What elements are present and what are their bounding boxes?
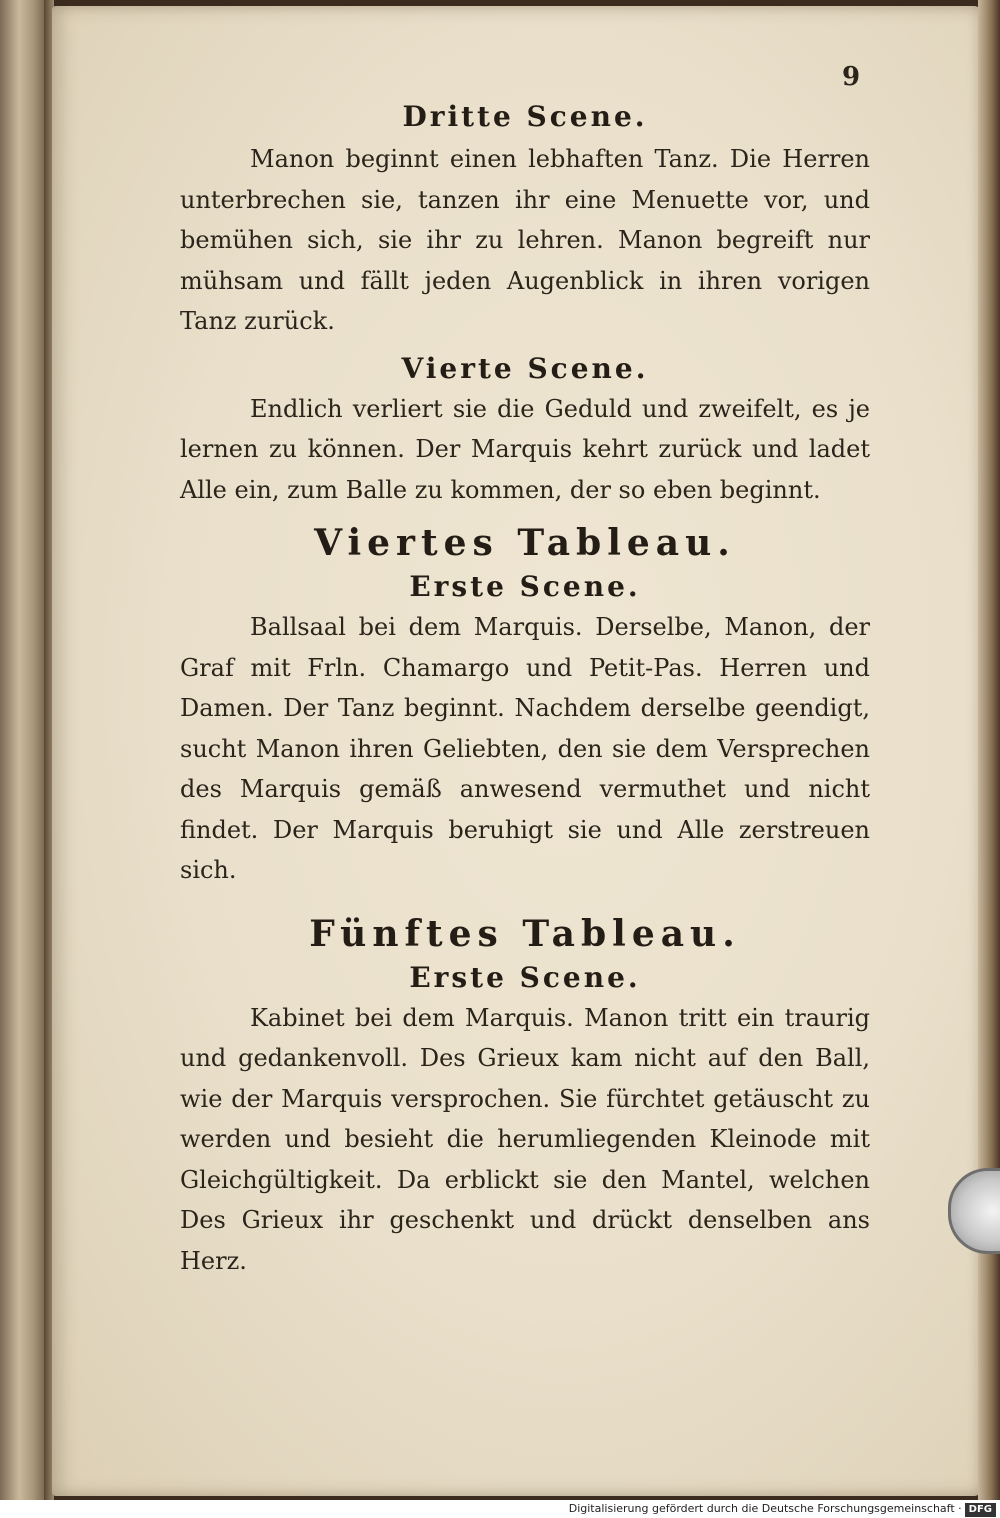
page-stack-edge [978, 0, 1000, 1500]
scene-heading: Vierte Scene. [401, 351, 649, 385]
digitization-footer [0, 1500, 1000, 1518]
scene-paragraph: Endlich verliert sie die Geduld und zweifelt, es je lernen zu können. Der Marquis kehrt zurück und ladet Alle ein, zum Balle zu kommen, der so eben beginnt. [180, 394, 870, 504]
dfg-logo: DFG [965, 1503, 996, 1517]
page-number: 9 [842, 62, 861, 92]
page-text [180, 60, 870, 1281]
scene-heading: Erste Scene. [409, 570, 641, 603]
tableau-heading: Viertes Tableau. [314, 522, 736, 564]
left-page-edge [0, 0, 48, 1500]
scene-heading: Dritte Scene. [402, 100, 648, 133]
scene-heading: Erste Scene. [409, 960, 641, 994]
scene-paragraph: Manon beginnt einen lebhaften Tanz. Die Herren unterbrechen sie, tanzen ihr eine Menuette vor, und bemühen sich, sie ihr zu lehren. Manon begreift nur mühsam und fällt jeden Augenblick in ihren vorigen Tanz zurück. [180, 145, 870, 335]
tableau-heading: Fünftes Tableau. [309, 912, 741, 955]
scene-paragraph: Ballsaal bei dem Marquis. Derselbe, Manon, der Graf mit Frln. Chamargo und Petit-Pas. Herren und Damen. Der Tanz beginnt. Nachdem derselbe geendigt, sucht Manon ihren Geliebten, den sie dem Versprechen des Marquis gemäß anwesend vermuthet und nicht findet. Der Marquis beruhigt sie und Alle zerstreuen sich. [180, 613, 870, 884]
footer-text: Digitalisierung gefördert durch die Deutsche Forschungsgemeinschaft · [568, 1502, 962, 1515]
scene-paragraph: Kabinet bei dem Marquis. Manon tritt ein traurig und gedankenvoll. Des Grieux kam nicht auf den Ball, wie der Marquis versprochen. Sie fürchtet getäuscht zu werden und besieht die herumliegenden Kleinode mit Gleichgültigkeit. Da erblickt sie den Mantel, welchen Des Grieux ihr geschenkt und drückt denselben ans Herz. [180, 1003, 870, 1275]
